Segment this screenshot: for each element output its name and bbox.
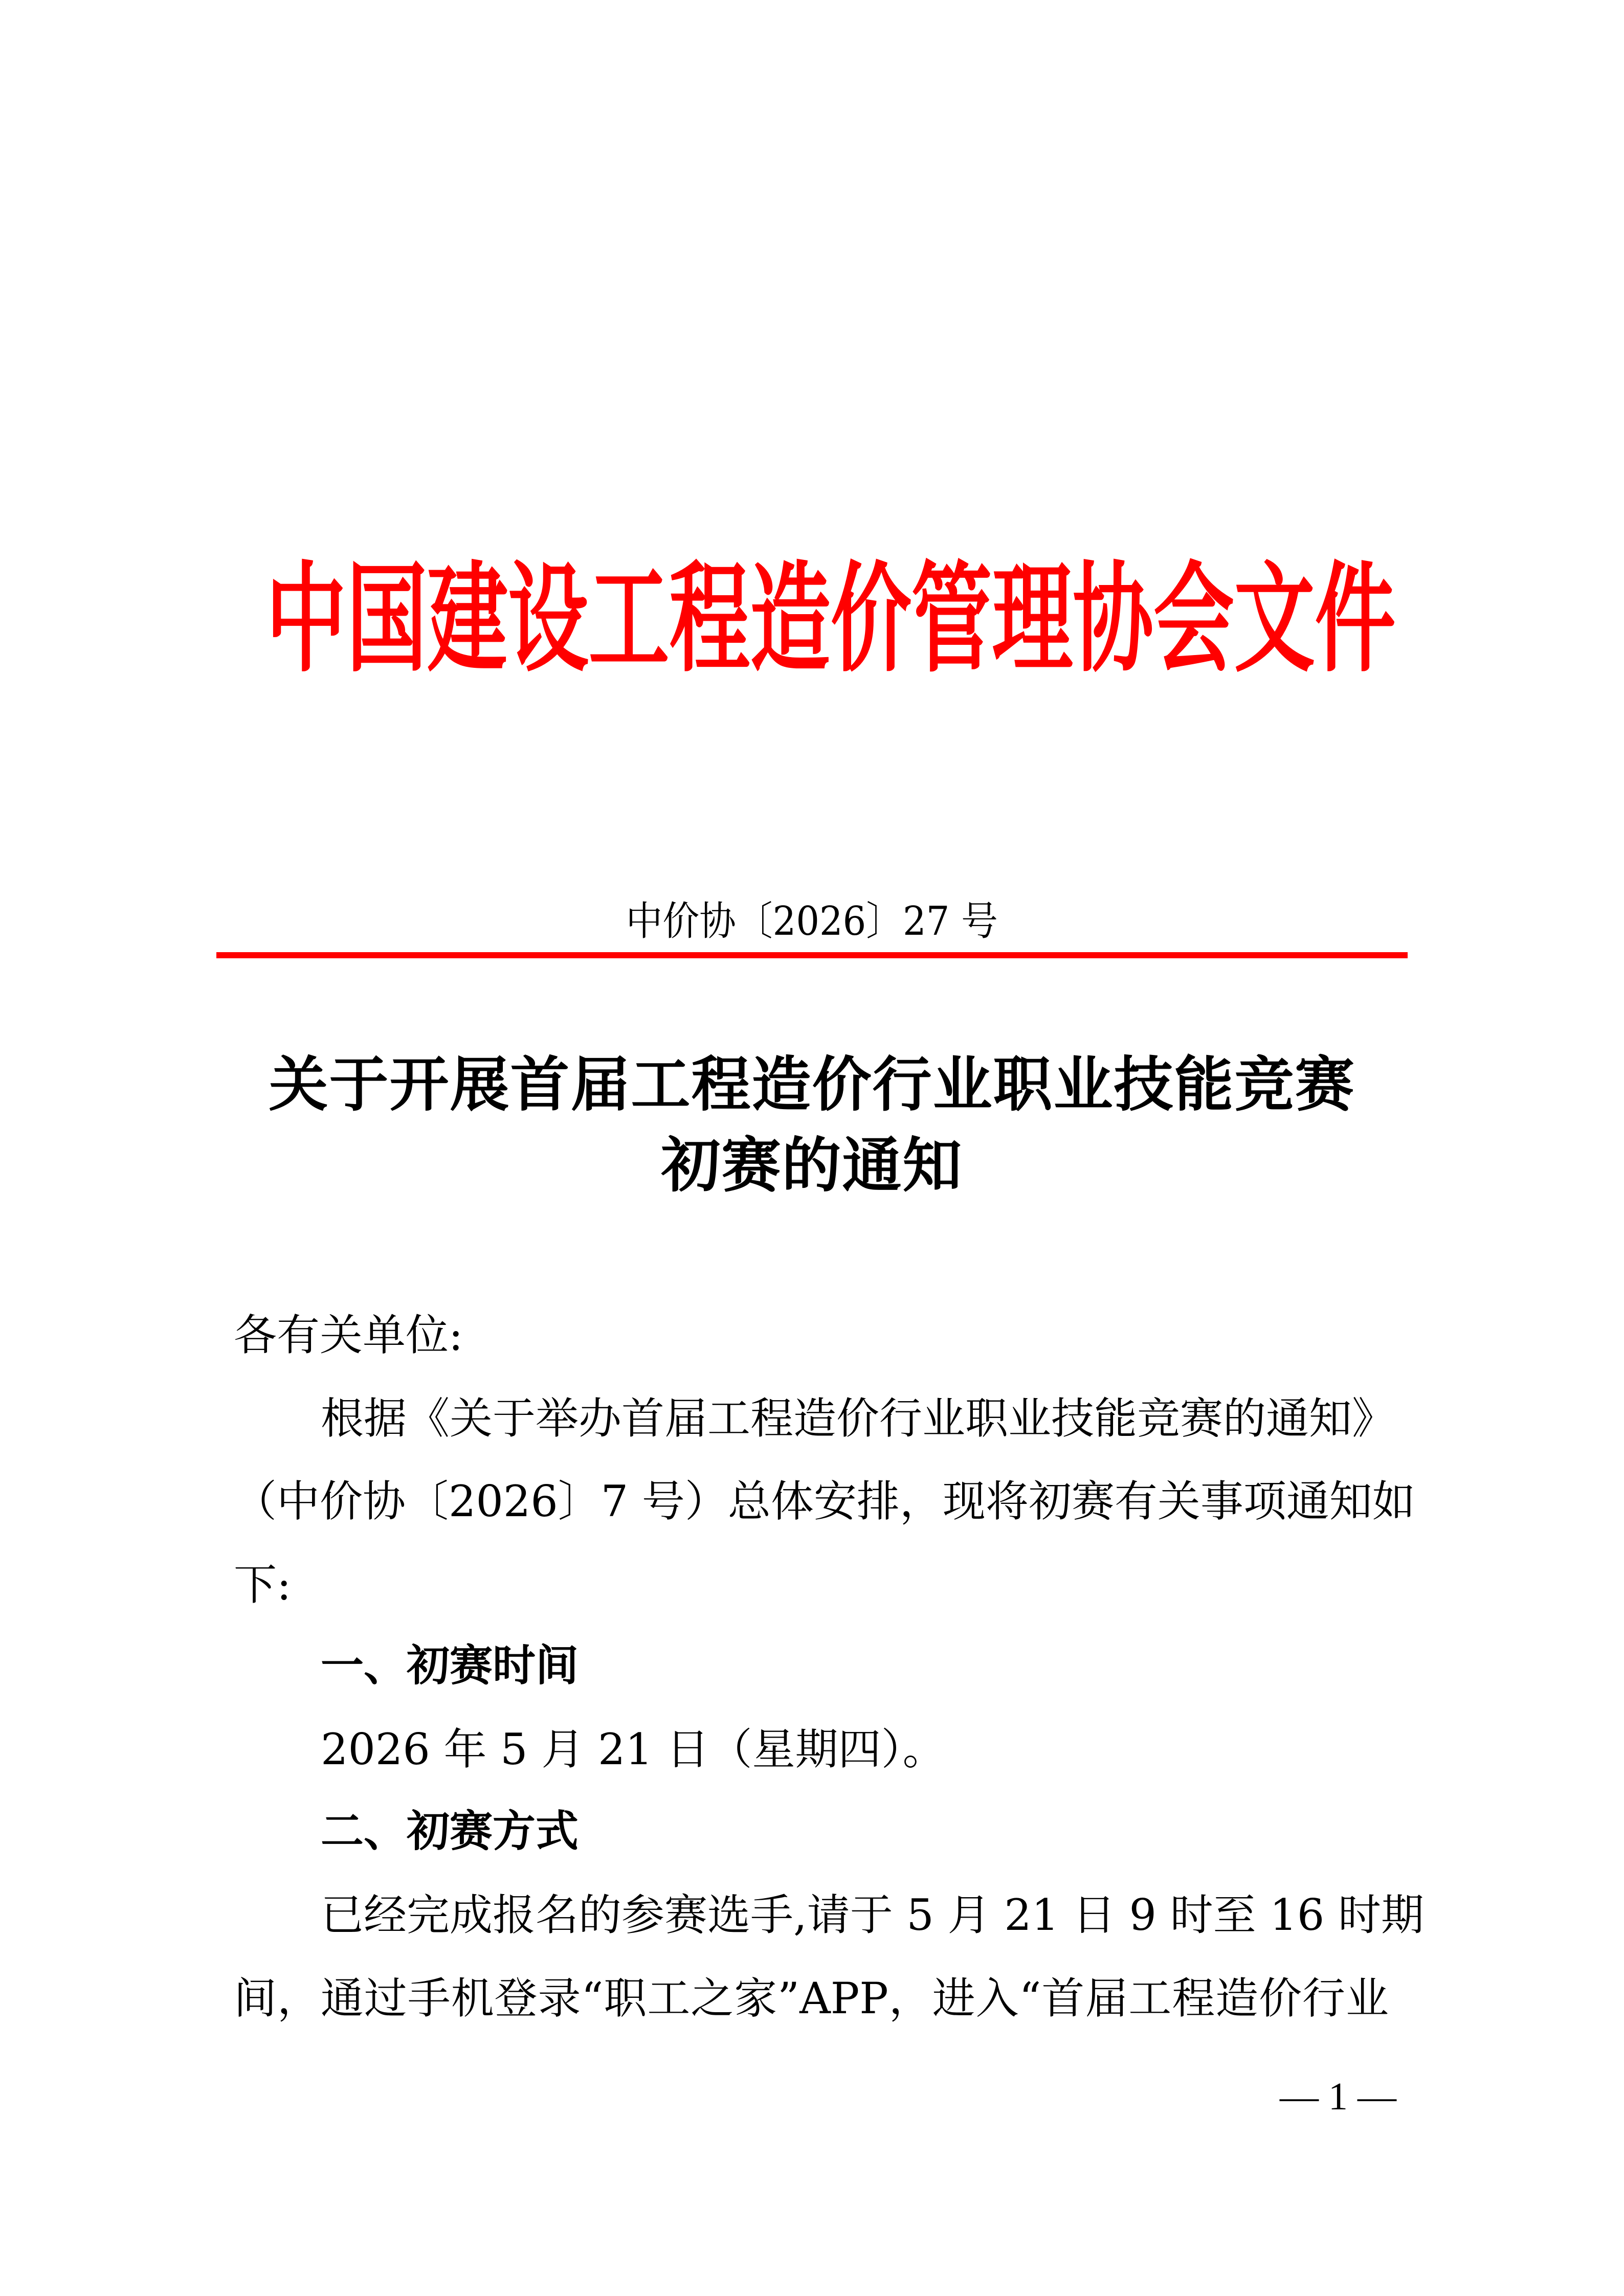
organization-title-text: 中国建设工程造价管理协会文件: [265, 549, 1396, 688]
section-heading-time: 一、初赛时间: [321, 1640, 579, 1691]
section-method-line-2: 间，通过手机登录“职工之家”APP，进入“首届工程造价行业: [234, 1973, 1389, 2023]
section-method-line-1: 已经完成报名的参赛选手,请于 5 月 21 日 9 时至 16 时期: [321, 1890, 1424, 1940]
salutation: 各有关单位:: [234, 1310, 463, 1360]
intro-paragraph-line-3: 下:: [234, 1560, 292, 1610]
notice-title-line-2: [0, 1127, 1624, 1204]
organization-letterhead-title: [0, 542, 1624, 695]
intro-paragraph-line-1: 根据《关于举办首届工程造价行业职业技能竞赛的通知》: [321, 1393, 1395, 1444]
notice-title-text-1: 关于开展首届工程造价行业职业技能竞赛: [269, 1050, 1355, 1119]
page-number: — 1 —: [1280, 2075, 1396, 2118]
section-time-text: 2026 年 5 月 21 日（星期四）。: [321, 1724, 946, 1774]
section-heading-method: 二、初赛方式: [321, 1806, 579, 1856]
notice-title-line-1: [0, 1046, 1624, 1123]
red-divider-rule: [216, 952, 1408, 958]
document-number-text: 中价协〔2026〕27 号: [626, 898, 998, 944]
document-number: [0, 896, 1624, 947]
intro-paragraph-line-2: （中价协〔2026〕7 号）总体安排，现将初赛有关事项通知如: [234, 1476, 1415, 1526]
notice-title-text-2: 初赛的通知: [661, 1131, 963, 1200]
